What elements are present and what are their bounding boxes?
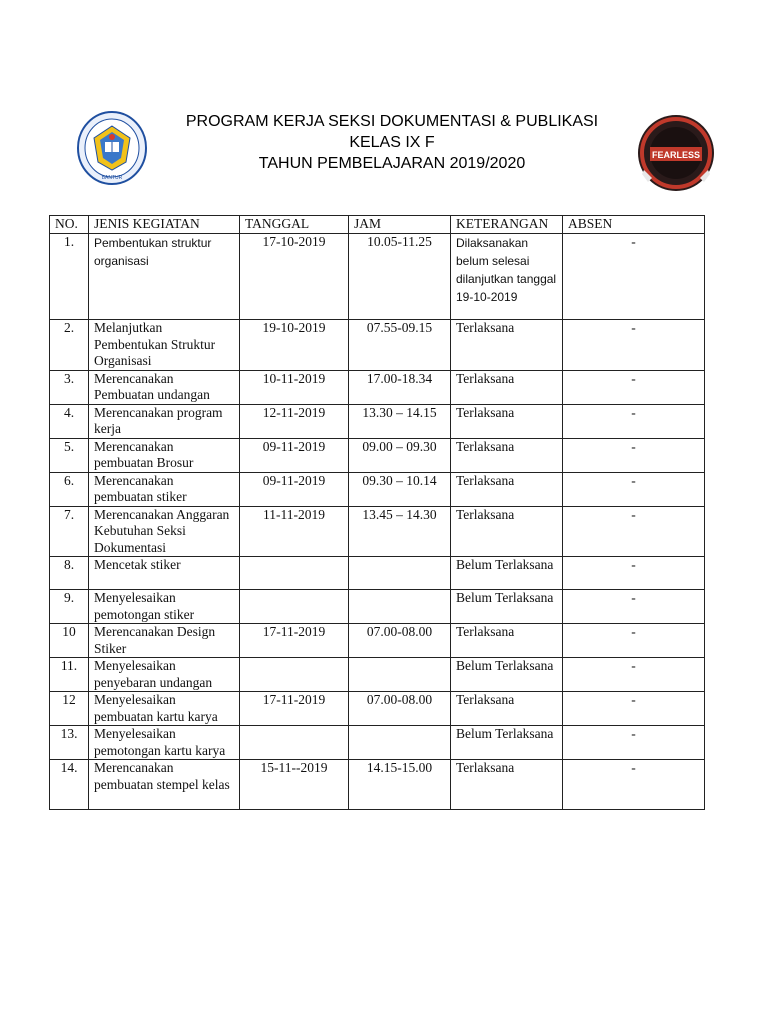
cell-jenis: Merencanakan Design Stiker bbox=[89, 624, 240, 658]
cell-tanggal: 17-10-2019 bbox=[240, 234, 349, 320]
cell-keterangan: Belum Terlaksana bbox=[451, 726, 563, 760]
cell-tanggal: 09-11-2019 bbox=[240, 472, 349, 506]
cell-no: 10 bbox=[50, 624, 89, 658]
cell-jam bbox=[349, 590, 451, 624]
table-row bbox=[50, 320, 705, 371]
cell-no: 4. bbox=[50, 404, 89, 438]
table-row bbox=[50, 404, 705, 438]
cell-jam: 07.55-09.15 bbox=[349, 320, 451, 371]
cell-jenis: Melanjutkan Pembentukan Struktur Organisasi bbox=[89, 320, 240, 371]
cell-no: 9. bbox=[50, 590, 89, 624]
cell-no: 13. bbox=[50, 726, 89, 760]
cell-tanggal: 17-11-2019 bbox=[240, 692, 349, 726]
header-jenis-kegiatan: JENIS KEGIATAN bbox=[89, 216, 240, 234]
cell-jenis: Pembentukan struktur organisasi bbox=[89, 234, 240, 320]
cell-absen: - bbox=[563, 370, 705, 404]
cell-tanggal: 19-10-2019 bbox=[240, 320, 349, 371]
cell-no: 6. bbox=[50, 472, 89, 506]
table-row bbox=[50, 692, 705, 726]
cell-tanggal bbox=[240, 590, 349, 624]
cell-tanggal bbox=[240, 557, 349, 590]
header-tanggal: TANGGAL bbox=[240, 216, 349, 234]
cell-tanggal: 10-11-2019 bbox=[240, 370, 349, 404]
table-row bbox=[50, 472, 705, 506]
title-line-1: PROGRAM KERJA SEKSI DOKUMENTASI & PUBLIKASI bbox=[185, 113, 599, 130]
cell-tanggal: 11-11-2019 bbox=[240, 506, 349, 557]
cell-no: 3. bbox=[50, 370, 89, 404]
cell-jam: 07.00-08.00 bbox=[349, 624, 451, 658]
cell-jenis: Merencanakan Pembuatan undangan bbox=[89, 370, 240, 404]
cell-no: 7. bbox=[50, 506, 89, 557]
header-keterangan: KETERANGAN bbox=[451, 216, 563, 234]
cell-jam bbox=[349, 658, 451, 692]
cell-absen: - bbox=[563, 506, 705, 557]
cell-keterangan: Terlaksana bbox=[451, 438, 563, 472]
cell-absen: - bbox=[563, 760, 705, 810]
table-row bbox=[50, 438, 705, 472]
cell-tanggal: 09-11-2019 bbox=[240, 438, 349, 472]
cell-keterangan: Terlaksana bbox=[451, 404, 563, 438]
school-emblem-logo bbox=[76, 110, 148, 186]
header-jam: JAM bbox=[349, 216, 451, 234]
cell-absen: - bbox=[563, 320, 705, 371]
title-line-3: TAHUN PEMBELAJARAN 2019/2020 bbox=[258, 155, 526, 172]
cell-keterangan: Terlaksana bbox=[451, 370, 563, 404]
cell-jam bbox=[349, 726, 451, 760]
cell-jenis: Merencanakan Anggaran Kebutuhan Seksi Dokumentasi bbox=[89, 506, 240, 557]
table-header-row bbox=[50, 216, 705, 234]
cell-keterangan: Terlaksana bbox=[451, 320, 563, 371]
header-absen: ABSEN bbox=[563, 216, 705, 234]
cell-keterangan: Terlaksana bbox=[451, 624, 563, 658]
logo-right-label: FEARLESS bbox=[651, 150, 701, 160]
cell-jenis: Merencanakan pembuatan Brosur bbox=[89, 438, 240, 472]
cell-jenis: Menyelesaikan penyebaran undangan bbox=[89, 658, 240, 692]
table-row bbox=[50, 557, 705, 590]
cell-no: 8. bbox=[50, 557, 89, 590]
cell-tanggal bbox=[240, 726, 349, 760]
cell-no: 1. bbox=[50, 234, 89, 320]
cell-keterangan: Terlaksana bbox=[451, 692, 563, 726]
cell-jenis: Menyelesaikan pembuatan kartu karya bbox=[89, 692, 240, 726]
cell-jenis: Merencanakan program kerja bbox=[89, 404, 240, 438]
table-row bbox=[50, 760, 705, 810]
cell-jenis: Mencetak stiker bbox=[89, 557, 240, 590]
table-row bbox=[50, 658, 705, 692]
table-row bbox=[50, 624, 705, 658]
cell-absen: - bbox=[563, 726, 705, 760]
cell-absen: - bbox=[563, 658, 705, 692]
cell-tanggal: 15-11--2019 bbox=[240, 760, 349, 810]
cell-jenis: Menyelesaikan pemotongan stiker bbox=[89, 590, 240, 624]
cell-absen: - bbox=[563, 234, 705, 320]
cell-jam: 10.05-11.25 bbox=[349, 234, 451, 320]
cell-tanggal: 17-11-2019 bbox=[240, 624, 349, 658]
logo-left-label: BANTUR bbox=[101, 175, 123, 181]
cell-no: 14. bbox=[50, 760, 89, 810]
cell-absen: - bbox=[563, 438, 705, 472]
cell-jam: 14.15-15.00 bbox=[349, 760, 451, 810]
table-row bbox=[50, 726, 705, 760]
cell-keterangan: Belum Terlaksana bbox=[451, 557, 563, 590]
cell-tanggal: 12-11-2019 bbox=[240, 404, 349, 438]
cell-jam: 13.30 – 14.15 bbox=[349, 404, 451, 438]
table-row bbox=[50, 370, 705, 404]
class-fearless-logo bbox=[636, 112, 716, 194]
cell-jenis: Menyelesaikan pemotongan kartu karya bbox=[89, 726, 240, 760]
cell-tanggal bbox=[240, 658, 349, 692]
cell-jam: 13.45 – 14.30 bbox=[349, 506, 451, 557]
cell-keterangan: Terlaksana bbox=[451, 472, 563, 506]
cell-keterangan: Terlaksana bbox=[451, 760, 563, 810]
cell-no: 2. bbox=[50, 320, 89, 371]
cell-keterangan: Belum Terlaksana bbox=[451, 658, 563, 692]
cell-no: 5. bbox=[50, 438, 89, 472]
cell-absen: - bbox=[563, 404, 705, 438]
table-row bbox=[50, 590, 705, 624]
document-title bbox=[150, 111, 634, 174]
cell-absen: - bbox=[563, 557, 705, 590]
cell-jenis: Merencanakan pembuatan stempel kelas bbox=[89, 760, 240, 810]
cell-keterangan: Dilaksanakan belum selesai dilanjutkan tanggal 19-10-2019 bbox=[451, 234, 563, 320]
program-table bbox=[49, 215, 705, 810]
cell-jam bbox=[349, 557, 451, 590]
cell-jam: 09.30 – 10.14 bbox=[349, 472, 451, 506]
cell-keterangan: Terlaksana bbox=[451, 506, 563, 557]
table-row bbox=[50, 506, 705, 557]
cell-absen: - bbox=[563, 624, 705, 658]
cell-no: 11. bbox=[50, 658, 89, 692]
cell-absen: - bbox=[563, 590, 705, 624]
cell-jam: 17.00-18.34 bbox=[349, 370, 451, 404]
document-header bbox=[0, 108, 768, 208]
table-row bbox=[50, 234, 705, 320]
title-line-2: KELAS IX F bbox=[349, 134, 435, 151]
cell-jam: 09.00 – 09.30 bbox=[349, 438, 451, 472]
cell-jenis: Merencanakan pembuatan stiker bbox=[89, 472, 240, 506]
cell-jam: 07.00-08.00 bbox=[349, 692, 451, 726]
cell-no: 12 bbox=[50, 692, 89, 726]
cell-absen: - bbox=[563, 472, 705, 506]
cell-keterangan: Belum Terlaksana bbox=[451, 590, 563, 624]
cell-absen: - bbox=[563, 692, 705, 726]
header-no: NO. bbox=[50, 216, 89, 234]
